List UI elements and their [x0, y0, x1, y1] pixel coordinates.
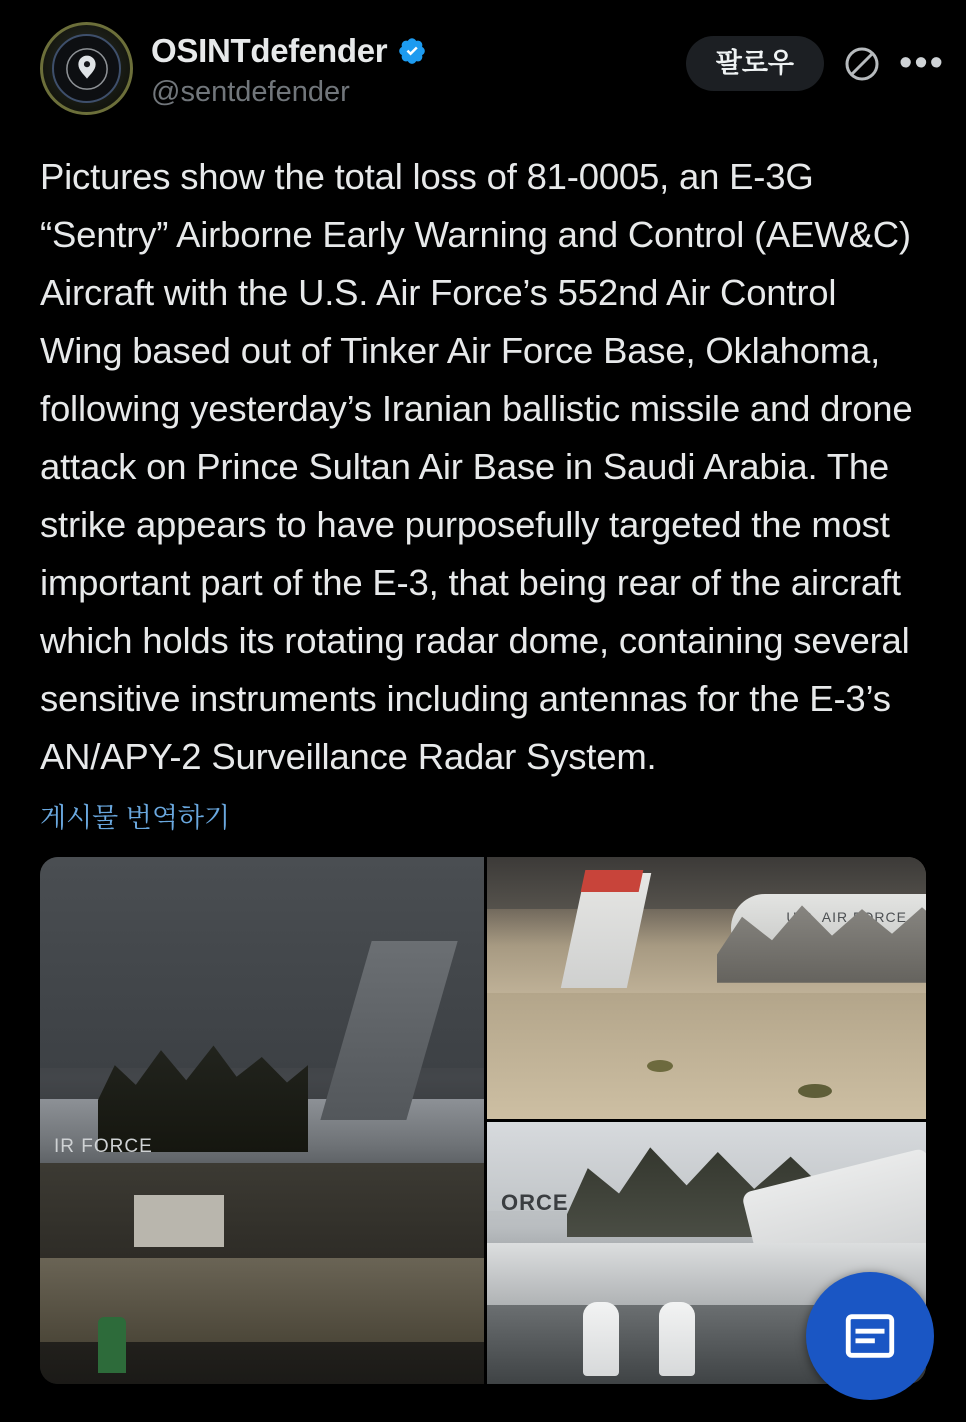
follow-button[interactable]: 팔로우 [686, 36, 824, 91]
photo2-tail-stripe [581, 870, 644, 892]
tweet-text: Pictures show the total loss of 81-0005, an E-3G “Sentry” Airborne Early Warning and Control (AEW&C) Aircraft with the U.S. Air Force’s 552nd Air Control Wing based out of Tinker Air Force Base, Oklahoma, following yesterday’s Iranian ballistic missile and drone attack on Prince Sultan Air Base in Saudi Arabia. The strike appears to have purposefully targeted the most important part of the E-3, that being rear of the aircraft which holds its rotating radar dome, containing several sensitive instruments including antennas for the E-3’s AN/APY-2 Surveillance Radar System. [40, 156, 923, 777]
media-photo-1[interactable] [40, 857, 484, 1384]
photo1-overlay-text: IR FORCE [54, 1136, 153, 1158]
eagle-emblem-icon [64, 46, 110, 92]
header-actions [686, 22, 944, 91]
media-grid [40, 857, 926, 1384]
verified-badge-icon [397, 36, 427, 66]
display-name-row [151, 32, 686, 70]
photo2-sand [487, 993, 926, 1119]
translate-post-link[interactable]: 게시물 번역하기 [40, 803, 231, 833]
media-photo-2[interactable] [487, 857, 926, 1119]
photo1-person [98, 1317, 126, 1373]
photo2-shrub [647, 1060, 673, 1072]
photo2-shrub [798, 1084, 832, 1098]
more-dots: ••• [899, 42, 945, 84]
avatar[interactable] [40, 22, 133, 115]
display-name[interactable]: OSINTdefender [151, 32, 388, 69]
compose-message-button[interactable] [806, 1272, 934, 1400]
account-handle[interactable]: @sentdefender [151, 76, 350, 108]
tweet-header [0, 0, 966, 120]
translate-row [0, 786, 966, 835]
photo1-crate [134, 1195, 224, 1247]
mute-icon[interactable] [840, 42, 884, 86]
photo3-worker [583, 1302, 619, 1376]
compose-message-icon [841, 1307, 899, 1365]
photo2-overlay-text: U.S. AIR FORCE [786, 909, 907, 926]
photo3-worker [659, 1302, 695, 1376]
account-name-column [151, 22, 686, 109]
photo3-overlay-text: ORCE [501, 1190, 569, 1216]
more-options-icon[interactable] [900, 42, 944, 86]
